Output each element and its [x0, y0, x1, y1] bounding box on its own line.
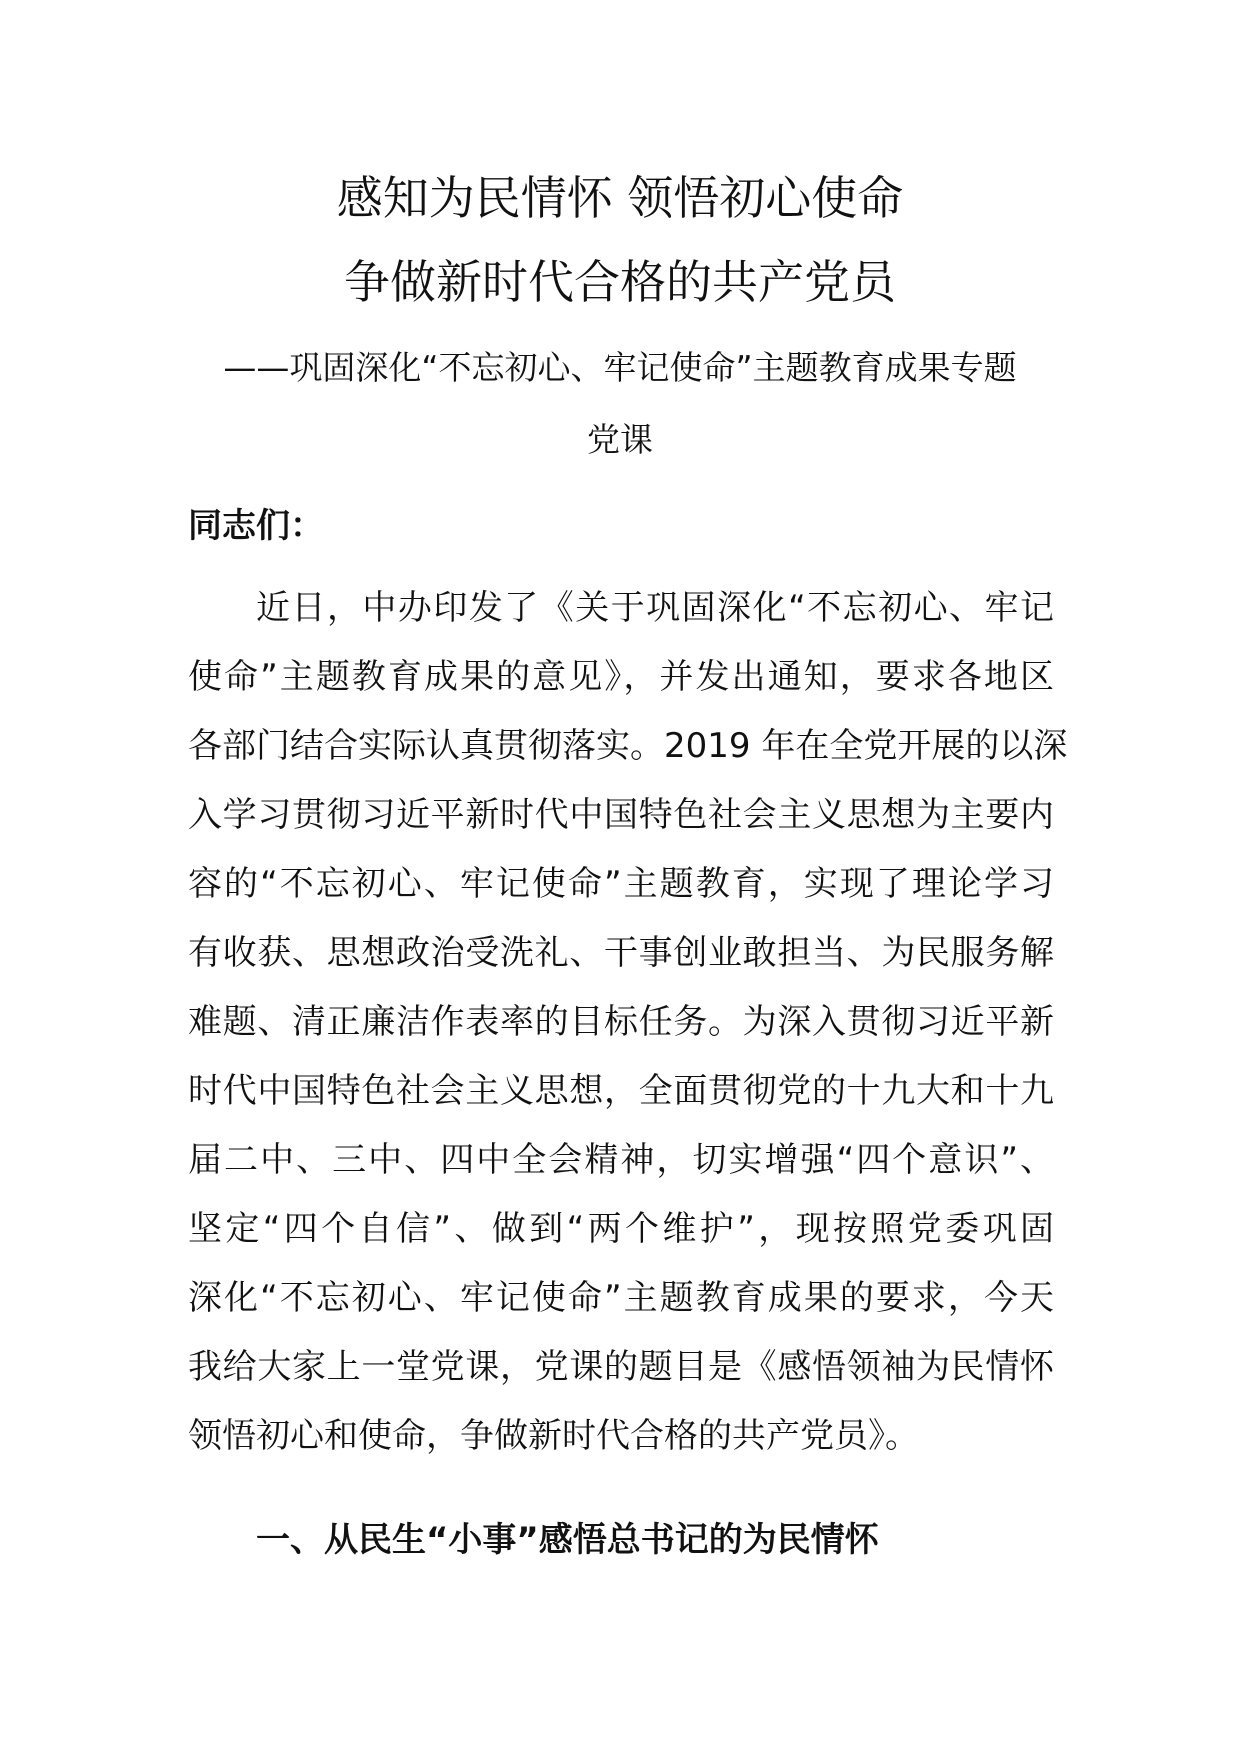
paragraph-line: 使命”主题教育成果的意见》，并发出通知，要求各地区: [188, 657, 1054, 697]
paragraph-line: 入学习贯彻习近平新时代中国特色社会主义思想为主要内: [188, 795, 1054, 835]
paragraph-line: 难题、清正廉洁作表率的目标任务。为深入贯彻习近平新: [188, 1002, 1054, 1042]
subtitle-line-2: 党课: [587, 420, 653, 459]
paragraph-line: 时代中国特色社会主义思想，全面贯彻党的十九大和十九: [188, 1071, 1054, 1111]
salutation: 同志们：: [188, 506, 324, 546]
section-heading: 一、从民生“小事”感悟总书记的为民情怀: [256, 1520, 879, 1560]
paragraph-line: 领悟初心和使命，争做新时代合格的共产党员》。: [188, 1416, 919, 1456]
title-line-1: 感知为民情怀 领悟初心使命: [336, 171, 904, 225]
paragraph-line: 坚定“四个自信”、做到“两个维护”，现按照党委巩固: [188, 1209, 1054, 1249]
paragraph-line: 各部门结合实际认真贯彻落实。2019 年在全党开展的以深: [188, 726, 1068, 766]
paragraph-line: 近日，中办印发了《关于巩固深化“不忘初心、牢记: [256, 588, 1054, 628]
paragraph-line: 我给大家上一堂党课，党课的题目是《感悟领袖为民情怀: [188, 1347, 1054, 1387]
title-line-2: 争做新时代合格的共产党员: [344, 255, 896, 309]
paragraph-line: 容的“不忘初心、牢记使命”主题教育，实现了理论学习: [188, 864, 1054, 904]
paragraph-line: 有收获、思想政治受洗礼、干事创业敢担当、为民服务解: [188, 933, 1054, 973]
subtitle-line-1: ——巩固深化“不忘初心、牢记使命”主题教育成果专题: [223, 348, 1017, 387]
paragraph-line: 深化“不忘初心、牢记使命”主题教育成果的要求，今天: [188, 1278, 1054, 1318]
paragraph-line: 届二中、三中、四中全会精神，切实增强“四个意识”、: [188, 1140, 1054, 1180]
